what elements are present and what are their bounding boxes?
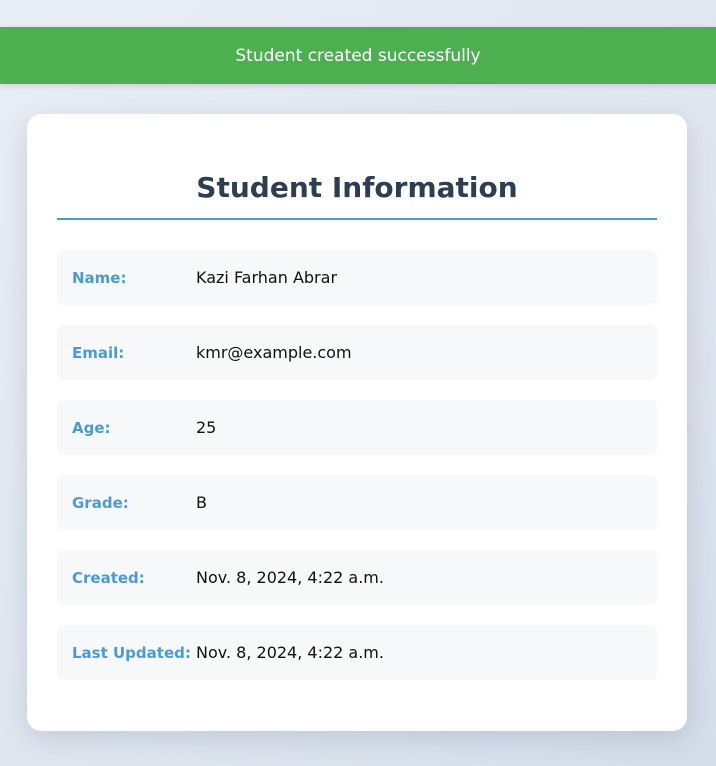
- detail-row-last-updated: [57, 625, 657, 680]
- detail-value: 25: [196, 418, 217, 437]
- detail-label: Email:: [72, 343, 125, 362]
- detail-value: Nov. 8, 2024, 4:22 a.m.: [196, 568, 384, 587]
- detail-label: Created:: [72, 568, 145, 587]
- detail-value: Nov. 8, 2024, 4:22 a.m.: [196, 643, 384, 662]
- detail-label: Last Updated:: [72, 643, 191, 662]
- detail-value: Kazi Farhan Abrar: [196, 268, 338, 287]
- detail-row-grade: [57, 475, 657, 530]
- detail-row-age: [57, 400, 657, 455]
- student-details-list: [57, 250, 657, 680]
- success-message-text: Student created successfully: [235, 45, 481, 66]
- detail-label: Age:: [72, 418, 111, 437]
- detail-row-name: [57, 250, 657, 305]
- detail-row-email: [57, 325, 657, 380]
- detail-value: B: [196, 493, 207, 512]
- student-info-card: [27, 114, 687, 731]
- success-message: [0, 27, 716, 84]
- detail-value: kmr@example.com: [196, 343, 352, 362]
- detail-label: Name:: [72, 268, 127, 287]
- page-title: Student Information: [57, 114, 657, 220]
- detail-row-created: [57, 550, 657, 605]
- detail-label: Grade:: [72, 493, 129, 512]
